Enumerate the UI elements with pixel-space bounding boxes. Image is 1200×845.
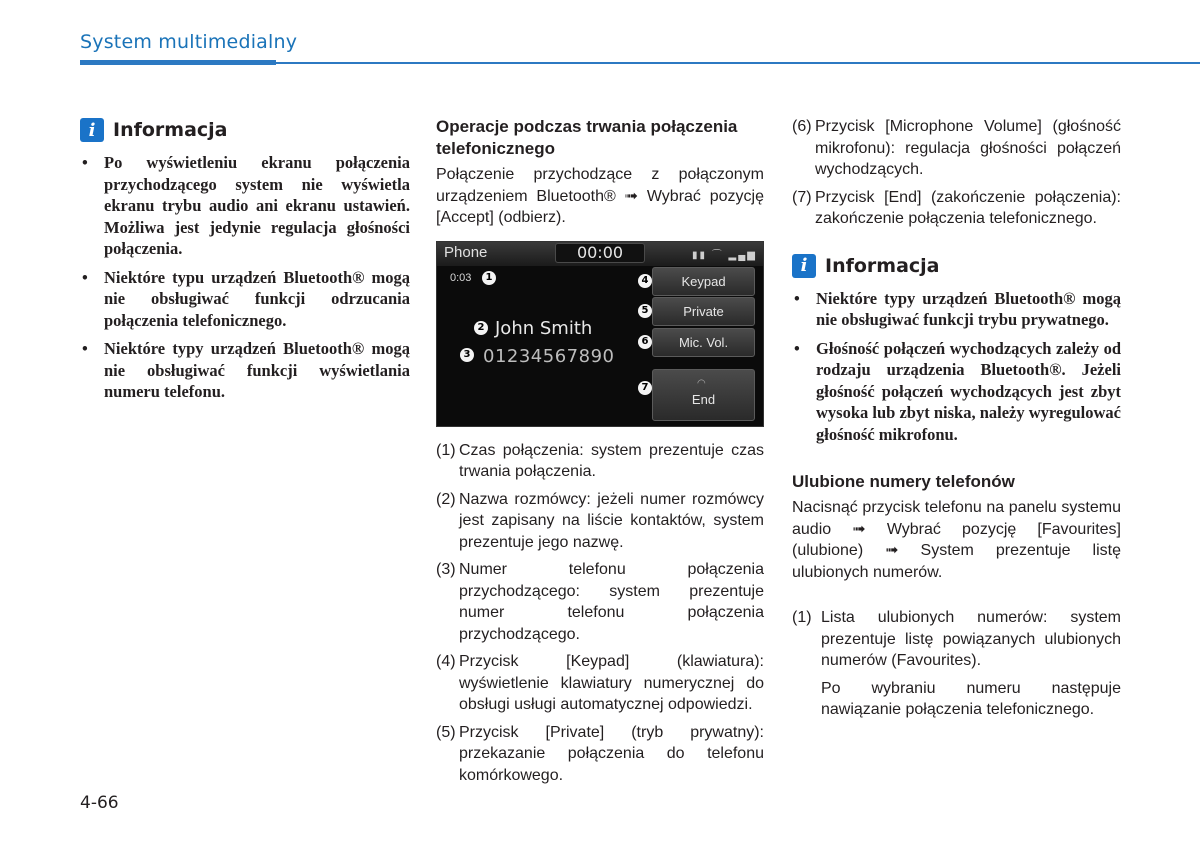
info-bullet-item: • Niektóre typu urządzeń Bluetooth® mogą nie obsługiwać funkcji odrzucania połączenia telefonicznego.	[80, 267, 410, 332]
callout-marker-2: 2	[474, 321, 488, 335]
item-text: Przycisk [Private] (tryb prywatny): przekazanie połączenia do telefonu komórkowego.	[459, 723, 764, 784]
item-number: (5)	[436, 723, 456, 741]
item-number: (2)	[436, 490, 456, 508]
hang-up-icon: ◠	[697, 377, 706, 389]
item-number: (4)	[436, 653, 456, 670]
section-header-title: System multimedialny	[80, 31, 298, 53]
item-text: Czas połączenia: system prezentuje czas trwania połączenia.	[459, 441, 764, 480]
screen-app-label: Phone	[444, 243, 488, 261]
callout-marker-4: 4	[638, 274, 652, 288]
item-text: Nazwa rozmówcy: jeżeli numer rozmówcy jest zapisany na liście kontaktów, system prezentuje jego nazwę.	[459, 490, 764, 551]
item-number: (1)	[436, 441, 456, 459]
keypad-button[interactable]: Keypad	[652, 267, 755, 296]
item-number: (6)	[792, 118, 812, 135]
info-title: Informacja	[113, 119, 228, 141]
status-icons: ▮▮ ⌒ ▂▄▆	[691, 249, 757, 261]
section-title: Operacje podczas trwania połączenia telefonicznego	[436, 117, 738, 158]
callout-marker-1: 1	[482, 271, 496, 285]
item-text: Przycisk [Keypad] (klawiatura): wyświetlenie klawiatury numerycznej do obsługi usługi automatycznej odpowiedzi.	[459, 653, 764, 713]
end-call-button[interactable]	[652, 369, 755, 421]
callout-marker-3: 3	[460, 348, 474, 362]
info-title: Informacja	[825, 254, 940, 277]
info-icon: i	[80, 118, 104, 142]
info-icon: i	[792, 254, 816, 278]
info-heading	[792, 254, 1121, 278]
call-duration: 0:03	[450, 271, 472, 284]
list-item	[436, 722, 764, 787]
caller-number: 01234567890	[483, 345, 615, 367]
info-bullet-list	[80, 152, 410, 403]
info-bullet-item: • Niektóre typy urządzeń Bluetooth® mogą nie obsługiwać funkcji wyświetlania numeru telefonu.	[80, 338, 410, 403]
list-item	[436, 651, 764, 716]
middle-column	[436, 116, 764, 792]
favourites-title: Ulubione numery telefonów	[792, 472, 1015, 491]
favourites-list	[792, 607, 1121, 672]
callout-marker-6: 6	[638, 335, 652, 349]
favourites-note: Po wybraniu numeru następuje nawiązanie połączenia telefonicznego.	[821, 679, 1121, 718]
info-heading	[80, 118, 410, 142]
phone-call-screen	[436, 241, 764, 427]
left-column	[80, 118, 410, 410]
info-bullet-list	[792, 288, 1121, 446]
header-rule-accent	[80, 60, 276, 65]
caller-name: John Smith	[495, 317, 593, 339]
favourites-intro: Nacisnąć przycisk telefonu na panelu systemu audio ➟ Wybrać pozycję [Favourites] (ulubione) ➟ System prezentuje listę ulubionych numerów.	[792, 499, 1121, 581]
item-text: Lista ulubionych numerów: system prezentuje listę powiązanych ulubionych numerów (Favourites).	[821, 609, 1121, 669]
list-item	[792, 116, 1121, 181]
callout-description-list-continued	[792, 116, 1121, 230]
info-bullet-item: • Głośność połączeń wychodzących zależy od rodzaju urządzenia Bluetooth®. Jeżeli głośność połączeń wychodzących jest zbyt wysoka lub zbyt niska, należy wyregulować głośność mikrofonu.	[792, 338, 1121, 446]
list-item	[436, 489, 764, 554]
callout-marker-5: 5	[638, 304, 652, 318]
info-bullet-item: • Po wyświetleniu ekranu połączenia przychodzącego system nie wyświetla ekranu trybu audio ani ekranu ustawień. Możliwa jest jedynie regulacja głośności połączenia.	[80, 152, 410, 260]
item-text: Przycisk [Microphone Volume] (głośność mikrofonu): regulacja głośności połączeń wychodzących.	[815, 118, 1121, 178]
section-intro: Połączenie przychodzące z połączonym urządzeniem Bluetooth® ➟ Wybrać pozycję [Accept] (odbierz).	[436, 166, 764, 226]
page-number: 4-66	[80, 793, 119, 813]
list-item	[792, 607, 1121, 672]
callout-marker-7: 7	[638, 381, 652, 395]
callout-description-list	[436, 440, 764, 787]
item-number: (3)	[436, 561, 456, 578]
list-item	[436, 559, 764, 645]
item-number: (7)	[792, 188, 812, 206]
private-button[interactable]: Private	[652, 297, 755, 326]
list-item	[436, 440, 764, 483]
item-number: (1)	[792, 609, 812, 626]
info-bullet-item: • Niektóre typy urządzeń Bluetooth® mogą nie obsługiwać funkcji trybu prywatnego.	[792, 288, 1121, 331]
list-item	[792, 187, 1121, 230]
item-text: Numer telefonu połączenia przychodzącego: system prezentuje numer telefonu połączenia przychodzącego.	[459, 561, 764, 643]
mic-volume-button[interactable]: Mic. Vol.	[652, 328, 755, 357]
item-text: Przycisk [End] (zakończenie połączenia): zakończenie połączenia telefonicznego.	[815, 188, 1121, 227]
right-column	[792, 116, 1121, 721]
end-call-label: End	[691, 391, 716, 407]
screen-clock: 00:00	[555, 243, 645, 263]
